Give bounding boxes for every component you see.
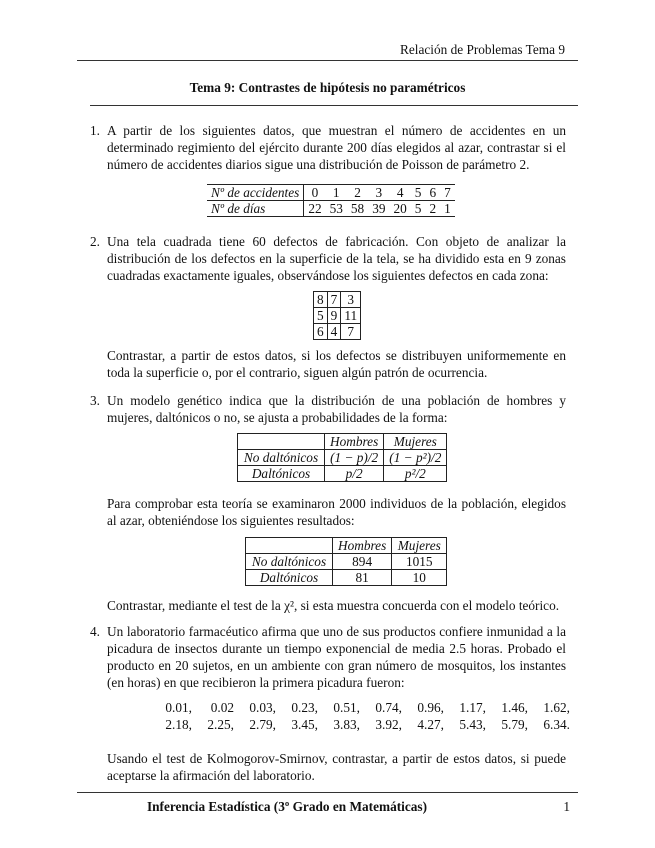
cell: 1 bbox=[444, 201, 451, 216]
title-rule bbox=[90, 105, 578, 106]
row-label: Nº de accidentes bbox=[207, 185, 304, 201]
cell: 3 bbox=[368, 185, 389, 201]
data-value: 5.79, bbox=[501, 717, 528, 732]
cell: 2 bbox=[347, 185, 368, 201]
cell: (1 − p²)/2 bbox=[384, 450, 447, 466]
problem-text: Un laboratorio farmacéutico afirma que uno de sus productos confiere inmunidad a la picadura de insectos durante un tiempo exponencial de media 2.5 horas. Probado el producto en 20 sujetos, en un ambiente con gran número de mosquitos, los instantes (en horas) en que recibieron la primera picadura fueron: bbox=[107, 624, 566, 690]
problem-number: 3. bbox=[90, 393, 100, 408]
observed-table bbox=[245, 537, 447, 586]
row-label: Daltónicos bbox=[238, 466, 325, 482]
data-value: 6.34. bbox=[543, 717, 570, 732]
data-value: 1.46, bbox=[501, 700, 528, 715]
grid-cell: 8 bbox=[314, 292, 328, 308]
grid-cell: 6 bbox=[314, 324, 328, 340]
data-value: 2.79, bbox=[249, 717, 276, 732]
running-header: Relación de Problemas Tema 9 bbox=[400, 42, 565, 57]
problem-1 bbox=[90, 122, 566, 173]
cell: 6 bbox=[425, 185, 440, 201]
footer-course: Inferencia Estadística (3º Grado en Matemáticas) bbox=[146, 799, 427, 814]
column-header: Mujeres bbox=[392, 538, 447, 554]
cell: 5 bbox=[414, 201, 422, 216]
problem-number: 4. bbox=[90, 624, 100, 639]
header-rule bbox=[77, 60, 578, 61]
cell: 7 bbox=[440, 185, 455, 201]
column-header: Mujeres bbox=[384, 434, 447, 450]
problem-text: Usando el test de Kolmogorov-Smirnov, contrastar, a partir de estos datos, si puede aceptarse la afirmación del laboratorio. bbox=[107, 751, 566, 783]
grid-cell: 7 bbox=[327, 292, 341, 308]
data-value: 3.45, bbox=[291, 717, 318, 732]
data-value: 1.62, bbox=[543, 700, 570, 715]
cell: (1 − p)/2 bbox=[325, 450, 384, 466]
page-title: Tema 9: Contrastes de hipótesis no paramétricos bbox=[189, 80, 466, 95]
problem-text: Contrastar, mediante el test de la χ², si esta muestra concuerda con el modelo teórico. bbox=[107, 598, 560, 613]
cell: 894 bbox=[333, 554, 392, 570]
problem-2 bbox=[90, 233, 566, 284]
defects-grid bbox=[313, 291, 361, 340]
cell: 10 bbox=[392, 570, 447, 586]
model-table bbox=[237, 433, 447, 482]
cell: 4 bbox=[390, 185, 411, 201]
data-row-1 bbox=[150, 699, 570, 716]
problem-text: Contrastar, a partir de estos datos, si los defectos se distribuyen uniformemente en toda la superficie o, por el contrario, siguen algún patrón de ocurrencia. bbox=[107, 348, 566, 380]
data-value: 0.51, bbox=[333, 700, 360, 715]
footer-rule bbox=[77, 792, 578, 793]
problem-number: 2. bbox=[90, 234, 100, 249]
row-label: Nº de días bbox=[207, 201, 304, 217]
cell: 1 bbox=[326, 185, 347, 201]
problem-text: A partir de los siguientes datos, que muestran el número de accidentes en un determinado regimiento del ejército durante 200 días elegidos al azar, contrastar si el número de accidentes diarios sigue una distribución de Poisson de parámetro 2. bbox=[107, 123, 566, 172]
problem-3-question bbox=[90, 597, 566, 614]
data-value: 5.43, bbox=[459, 717, 486, 732]
row-label: Daltónicos bbox=[246, 570, 333, 586]
data-row-2 bbox=[150, 716, 570, 733]
data-value: 2.18, bbox=[165, 717, 192, 732]
cell: 81 bbox=[333, 570, 392, 586]
grid-cell: 3 bbox=[341, 292, 361, 308]
grid-cell: 9 bbox=[327, 308, 341, 324]
page-number: 1 bbox=[563, 799, 570, 814]
problem-text: Un modelo genético indica que la distribución de una población de hombres y mujeres, daltónicos o no, se ajusta a probabilidades de la forma: bbox=[107, 393, 566, 425]
cell: 58 bbox=[350, 201, 365, 216]
data-value: 1.17, bbox=[459, 700, 486, 715]
grid-cell: 7 bbox=[341, 324, 361, 340]
cell: 20 bbox=[393, 201, 407, 216]
data-value: 0.01, bbox=[165, 700, 192, 715]
data-value: 3.92, bbox=[375, 717, 402, 732]
data-value: 0.96, bbox=[417, 700, 444, 715]
grid-cell: 5 bbox=[314, 308, 328, 324]
grid-cell: 11 bbox=[341, 308, 361, 324]
problem-text: Para comprobar esta teoría se examinaron 2000 individuos de la población, elegidos al azar, obteniéndose los siguientes resultados: bbox=[107, 496, 566, 528]
cell: 5 bbox=[411, 185, 426, 201]
data-value: 2.25, bbox=[207, 717, 234, 732]
row-label: No daltónicos bbox=[238, 450, 325, 466]
grid-cell: 4 bbox=[327, 324, 341, 340]
problem-3 bbox=[90, 392, 566, 426]
column-header: Hombres bbox=[325, 434, 384, 450]
data-value: 0.74, bbox=[375, 700, 402, 715]
column-header: Hombres bbox=[333, 538, 392, 554]
data-value: 0.23, bbox=[291, 700, 318, 715]
cell: 39 bbox=[372, 201, 386, 216]
cell: 1015 bbox=[392, 554, 447, 570]
cell: p²/2 bbox=[384, 466, 447, 482]
cell: 53 bbox=[329, 201, 343, 216]
data-value: 3.83, bbox=[333, 717, 360, 732]
cell: 0 bbox=[304, 185, 326, 201]
row-label: No daltónicos bbox=[246, 554, 333, 570]
data-value: 0.02 bbox=[210, 700, 234, 715]
data-value: 0.03, bbox=[249, 700, 276, 715]
data-value: 4.27, bbox=[417, 717, 444, 732]
problem-3-text2 bbox=[90, 495, 566, 529]
accidents-table bbox=[207, 184, 455, 217]
cell: p/2 bbox=[325, 466, 384, 482]
problem-4 bbox=[90, 623, 566, 691]
cell: 2 bbox=[429, 201, 437, 216]
cell: 22 bbox=[308, 201, 322, 216]
problem-number: 1. bbox=[90, 123, 100, 138]
problem-4-question bbox=[90, 750, 566, 784]
problem-2-question bbox=[90, 347, 566, 381]
problem-text: Una tela cuadrada tiene 60 defectos de fabricación. Con objeto de analizar la distribución de los defectos en la superficie de la tela, se ha dividido esta en 9 zonas cuadradas exactamente iguales, observándose los siguientes defectos en cada zona: bbox=[107, 234, 566, 283]
